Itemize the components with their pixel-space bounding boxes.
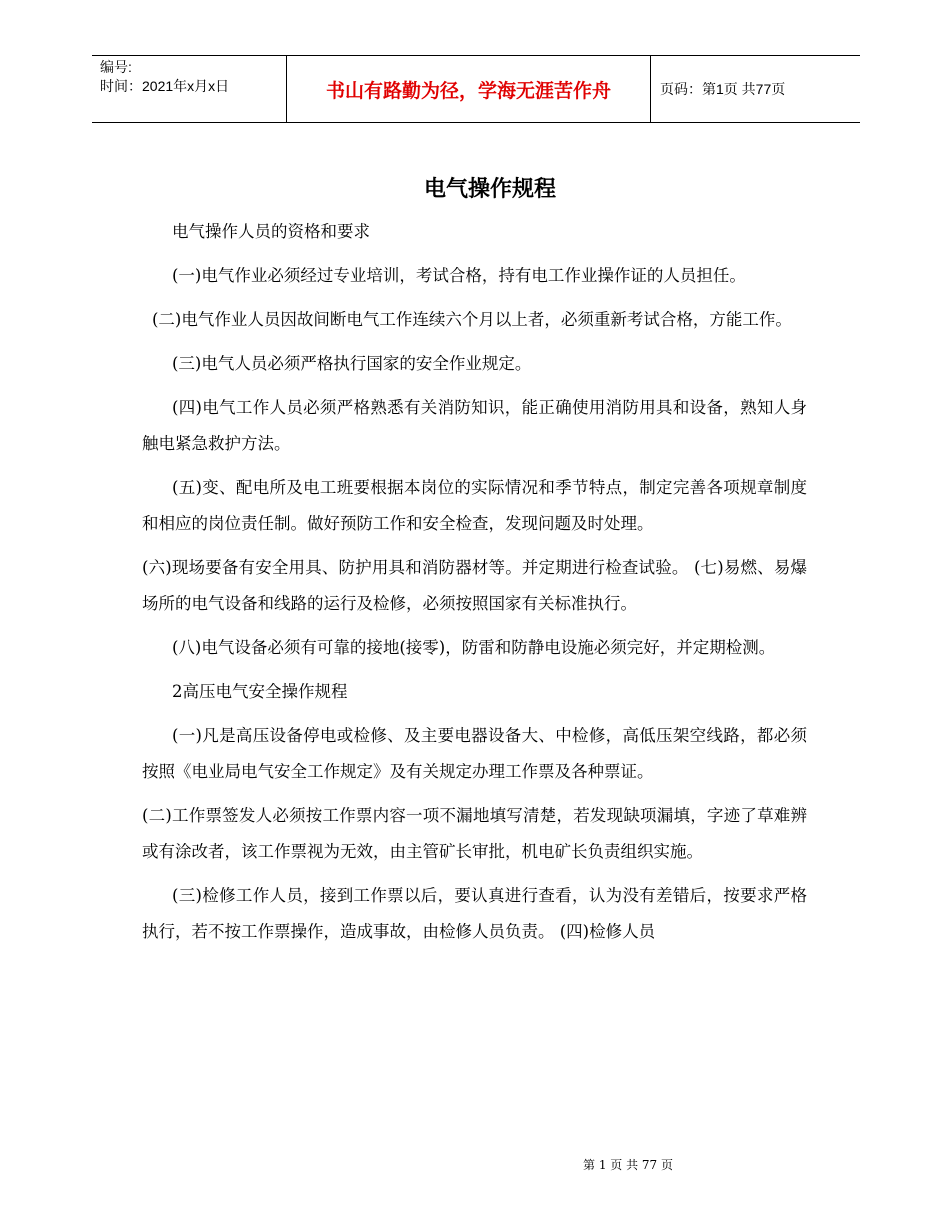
paragraph: (三)电气人员必须严格执行国家的安全作业规定。 <box>172 354 532 373</box>
document-code-label: 编号: <box>100 59 132 75</box>
document-time: 时间：2021年x月x日 <box>100 78 230 94</box>
paragraph: (五)变、配电所及电工班要根据本岗位的实际情况和季节特点，制定完善各项规章制度和相应的岗位责任制。做好预防工作和安全检查，发现问题及时处理。 <box>142 478 807 533</box>
document-title: 电气操作规程 <box>423 177 556 202</box>
paragraph: (六)现场要备有安全用具、防护用具和消防器材等。并定期进行检查试验。 (七)易燃、易爆场所的电气设备和线路的运行及检修，必须按照国家有关标准执行。 <box>142 558 807 613</box>
paragraph: (二)电气作业人员因故间断电气工作连续六个月以上者，必须重新考试合格，方能工作。 <box>152 310 792 329</box>
paragraph: (四)电气工作人员必须严格熟悉有关消防知识，能正确使用消防用具和设备，熟知人身触电紧急救护方法。 <box>142 398 807 453</box>
paragraph: (一)电气作业必须经过专业培训，考试合格，持有电工作业操作证的人员担任。 <box>172 266 746 285</box>
document-body <box>142 214 807 958</box>
page-footer: 第 1 页 共 77 页 <box>583 1158 673 1172</box>
section-heading: 2高压电气安全操作规程 <box>172 682 348 701</box>
header-divider <box>650 56 651 122</box>
header-motto: 书山有路勤为径，学海无涯苦作舟 <box>325 79 611 102</box>
header-meta <box>100 58 286 96</box>
paragraph: 电气操作人员的资格和要求 <box>172 222 370 241</box>
header-page-info: 页码：第1页 共77页 <box>660 81 786 97</box>
document-header <box>92 55 860 123</box>
paragraph: (一)凡是高压设备停电或检修、及主要电器设备大、中检修，高低压架空线路，都必须按照《电业局电气安全工作规定》及有关规定办理工作票及各种票证。 <box>142 726 807 781</box>
paragraph: (三)检修工作人员，接到工作票以后，要认真进行查看，认为没有差错后，按要求严格执行，若不按工作票操作，造成事故，由检修人员负责。 (四)检修人员 <box>142 886 807 941</box>
paragraph: (八)电气设备必须有可靠的接地(接零)，防雷和防静电设施必须完好，并定期检测。 <box>172 638 776 657</box>
paragraph: (二)工作票签发人必须按工作票内容一项不漏地填写清楚，若发现缺项漏填，字迹了草难辨或有涂改者，该工作票视为无效，由主管矿长审批，机电矿长负责组织实施。 <box>142 806 807 861</box>
